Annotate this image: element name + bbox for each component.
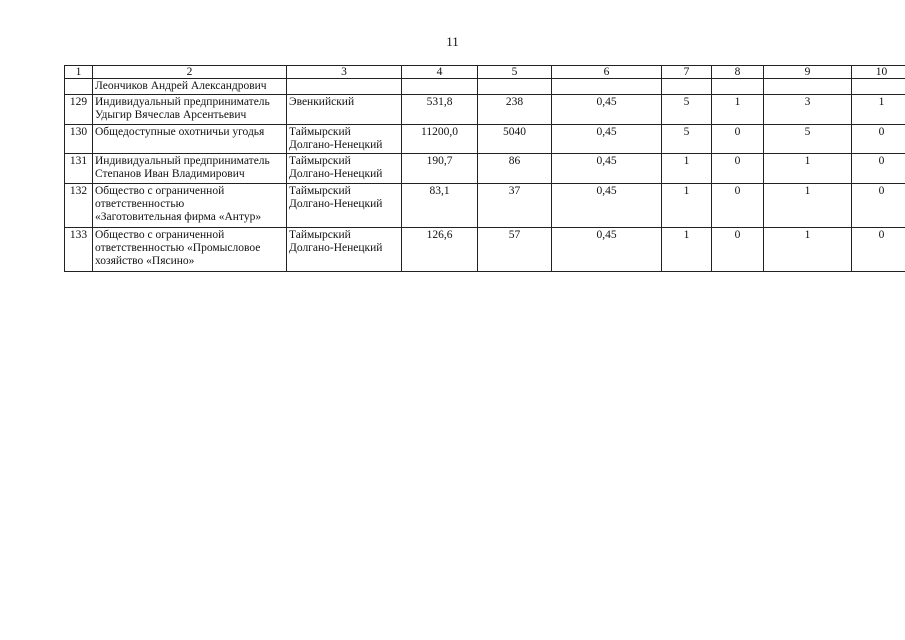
header-cell: 4 xyxy=(402,66,478,79)
col-4-value: 531,8 xyxy=(402,95,478,125)
header-cell: 9 xyxy=(764,66,852,79)
table-cell xyxy=(287,79,402,95)
col-6-value: 0,45 xyxy=(552,154,662,184)
district: Таймырский Долгано-Ненецкий xyxy=(287,125,402,154)
col-4-value: 11200,0 xyxy=(402,125,478,154)
row-number: 132 xyxy=(65,184,93,228)
col-9-value: 1 xyxy=(764,154,852,184)
col-6-value: 0,45 xyxy=(552,184,662,228)
table-cell xyxy=(852,79,905,95)
district: Таймырский Долгано-Ненецкий xyxy=(287,154,402,184)
table-cell xyxy=(478,79,552,95)
row-number: 130 xyxy=(65,125,93,154)
table-cell xyxy=(552,79,662,95)
col-9-value: 1 xyxy=(764,184,852,228)
table-cell xyxy=(65,79,93,95)
row-number: 131 xyxy=(65,154,93,184)
col-10-value: 0 xyxy=(852,184,905,228)
col-8-value: 1 xyxy=(712,95,764,125)
entity-name: Общество с ограниченной ответственностью «Заготовительная фирма «Антур» xyxy=(93,184,287,228)
header-cell: 6 xyxy=(552,66,662,79)
table-row xyxy=(65,125,905,154)
col-5-value: 238 xyxy=(478,95,552,125)
col-4-value: 83,1 xyxy=(402,184,478,228)
col-5-value: 5040 xyxy=(478,125,552,154)
district: Эвенкийский xyxy=(287,95,402,125)
col-8-value: 0 xyxy=(712,184,764,228)
col-8-value: 0 xyxy=(712,154,764,184)
continuation-row xyxy=(65,79,905,95)
table-row xyxy=(65,95,905,125)
col-8-value: 0 xyxy=(712,125,764,154)
registry-table xyxy=(64,65,905,272)
col-5-value: 37 xyxy=(478,184,552,228)
table-row xyxy=(65,228,905,272)
col-7-value: 1 xyxy=(662,154,712,184)
table-cell xyxy=(712,79,764,95)
col-9-value: 3 xyxy=(764,95,852,125)
entity-name: Индивидуальный предприниматель Степанов Иван Владимирович xyxy=(93,154,287,184)
col-4-value: 126,6 xyxy=(402,228,478,272)
table-cell xyxy=(764,79,852,95)
entity-name: Индивидуальный предприниматель Удыгир Вячеслав Арсентьевич xyxy=(93,95,287,125)
col-9-value: 5 xyxy=(764,125,852,154)
header-cell: 8 xyxy=(712,66,764,79)
entity-name: Общедоступные охотничьи угодья xyxy=(93,125,287,154)
header-cell: 3 xyxy=(287,66,402,79)
header-cell: 1 xyxy=(65,66,93,79)
col-10-value: 0 xyxy=(852,125,905,154)
page-number: 11 xyxy=(446,34,459,49)
table-row xyxy=(65,154,905,184)
table-row xyxy=(65,184,905,228)
table-cell xyxy=(402,79,478,95)
table-body xyxy=(65,95,905,272)
district: Таймырский Долгано-Ненецкий xyxy=(287,228,402,272)
header-row xyxy=(65,66,905,79)
row-number: 129 xyxy=(65,95,93,125)
entity-name: Общество с ограниченной ответственностью «Промысловое хозяйство «Пясино» xyxy=(93,228,287,272)
table-cell xyxy=(662,79,712,95)
col-5-value: 57 xyxy=(478,228,552,272)
col-10-value: 0 xyxy=(852,154,905,184)
col-9-value: 1 xyxy=(764,228,852,272)
col-5-value: 86 xyxy=(478,154,552,184)
col-10-value: 1 xyxy=(852,95,905,125)
col-6-value: 0,45 xyxy=(552,95,662,125)
col-7-value: 1 xyxy=(662,228,712,272)
col-4-value: 190,7 xyxy=(402,154,478,184)
header-cell: 2 xyxy=(93,66,287,79)
col-6-value: 0,45 xyxy=(552,125,662,154)
col-7-value: 1 xyxy=(662,184,712,228)
col-8-value: 0 xyxy=(712,228,764,272)
header-cell: 5 xyxy=(478,66,552,79)
col-10-value: 0 xyxy=(852,228,905,272)
header-cell: 10 xyxy=(852,66,905,79)
col-7-value: 5 xyxy=(662,95,712,125)
col-7-value: 5 xyxy=(662,125,712,154)
header-cell: 7 xyxy=(662,66,712,79)
district: Таймырский Долгано-Ненецкий xyxy=(287,184,402,228)
col-6-value: 0,45 xyxy=(552,228,662,272)
continuation-name: Леончиков Андрей Александрович xyxy=(93,79,287,95)
row-number: 133 xyxy=(65,228,93,272)
